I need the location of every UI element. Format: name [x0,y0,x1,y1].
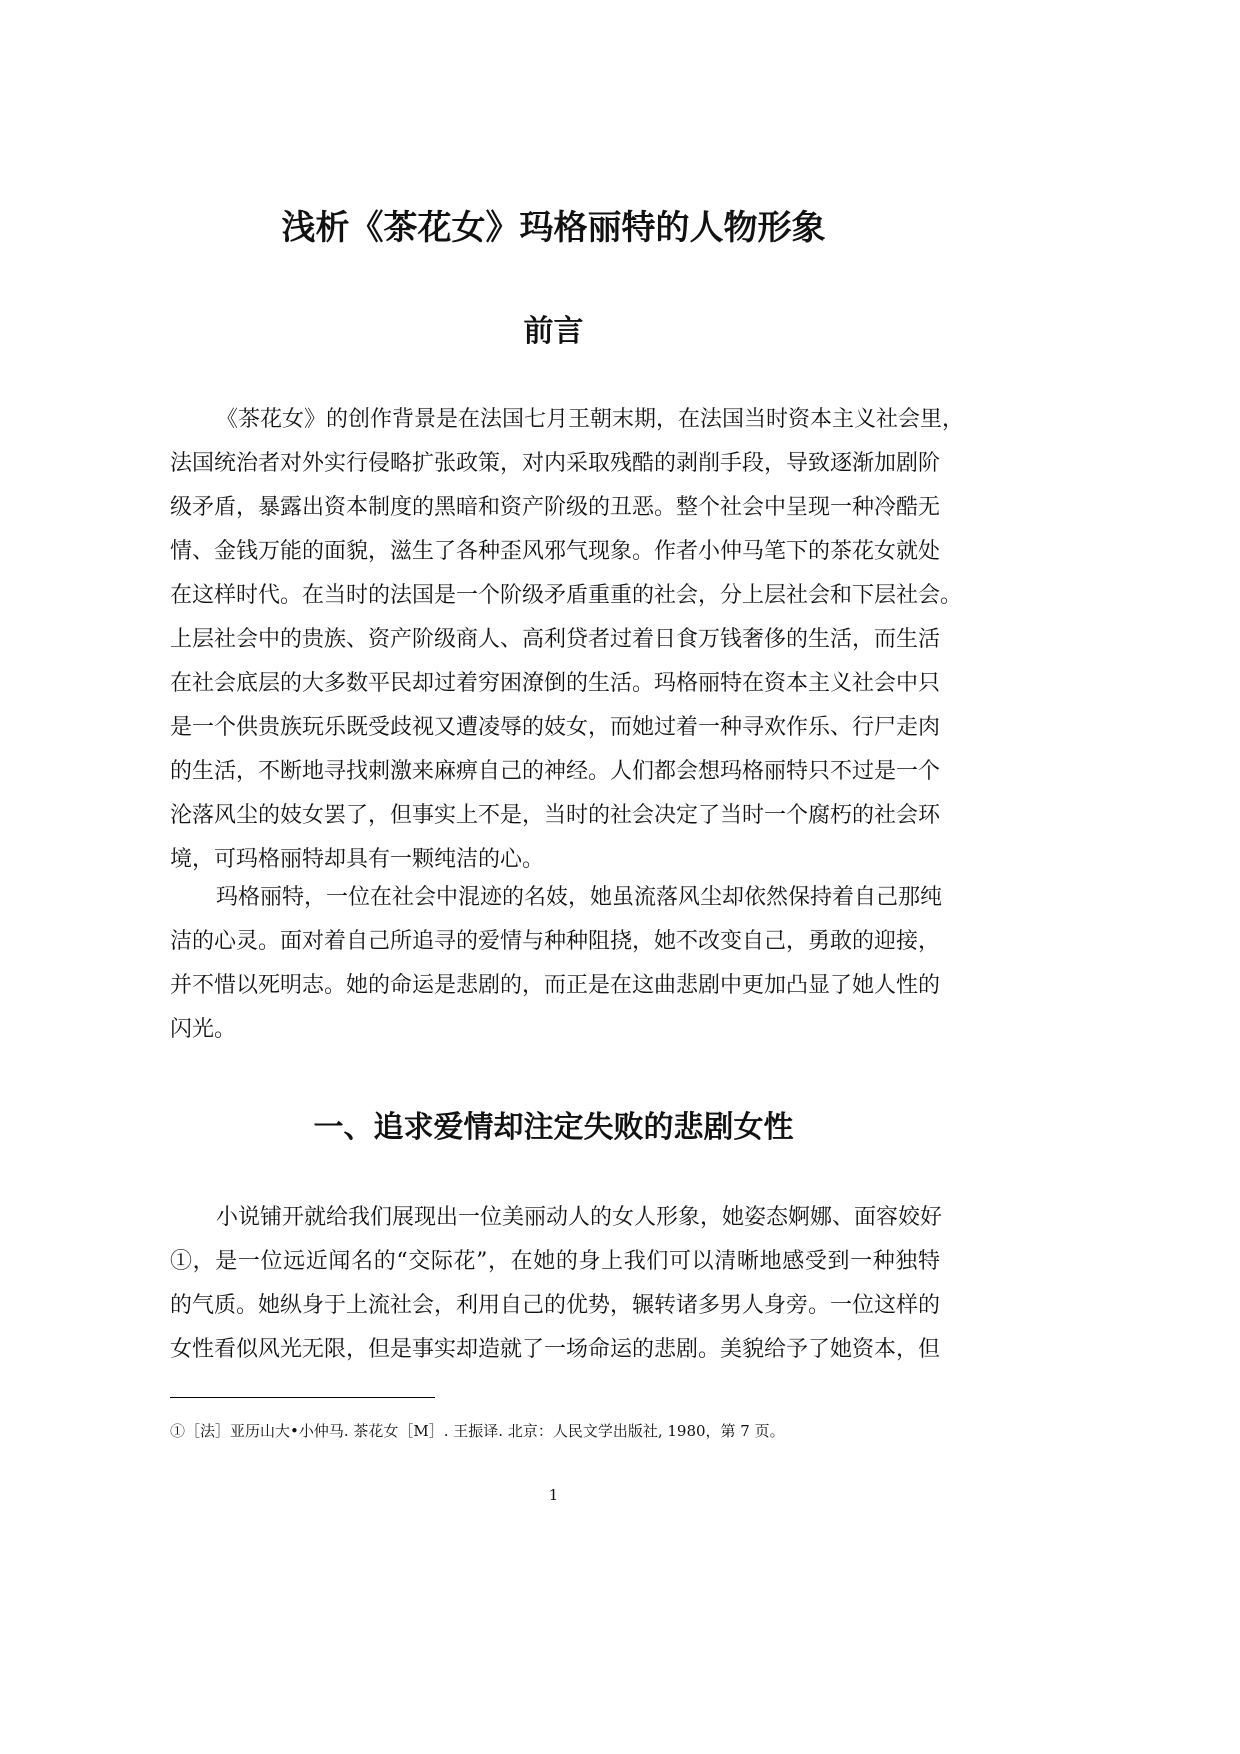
text-line: 并不惜以死明志。她的命运是悲剧的，而正是在这曲悲剧中更加凸显了她人性的 [170,973,941,998]
text-line: 《茶花女》的创作背景是在法国七月王朝末期，在法国当时资本主义社会里， [216,407,965,432]
footnote: ①［法］亚历山大•小仲马. 茶花女［M］. 王振译. 北京：人民文学出版社, 1980，第 7 页。 [170,1422,785,1440]
section-1-heading: 一、追求爱情却注定失败的悲剧女性 [313,1110,794,1145]
text-line: 情、金钱万能的面貌，滋生了各种歪风邪气现象。作者小仲马笔下的茶花女就处 [170,539,941,564]
text-line: 女性看似风光无限，但是事实却造就了一场命运的悲剧。美貌给予了她资本，但 [170,1337,941,1362]
preface-paragraph-2 [170,876,943,1052]
text-line: 法国统治者对外实行侵略扩张政策，对内采取残酷的剥削手段，导致逐渐加剧阶 [170,451,941,476]
text-line: 级矛盾，暴露出资本制度的黑暗和资产阶级的丑恶。整个社会中呈现一种冷酷无 [170,495,941,520]
text-line: ①，是一位远近闻名的“交际花”，在她的身上我们可以清晰地感受到一种独特 [170,1249,940,1274]
text-line: 小说铺开就给我们展现出一位美丽动人的女人形象，她姿态婀娜、面容姣好 [216,1205,943,1230]
preface-heading: 前言 [523,314,584,349]
text-line: 洁的心灵。面对着自己所追寻的爱情与种种阻挠，她不改变自己，勇敢的迎接， [170,929,941,954]
text-line: 沦落风尘的妓女罢了，但事实上不是，当时的社会决定了当时一个腐朽的社会环 [170,803,941,828]
text-line: 闪光。 [170,1017,237,1042]
text-line: 是一个供贵族玩乐既受歧视又遭凌辱的妓女，而她过着一种寻欢作乐、行尸走肉 [170,715,941,740]
text-line: 上层社会中的贵族、资产阶级商人、高利贷者过着日食万钱奢侈的生活，而生活 [170,627,941,652]
document-title: 浅析《茶花女》玛格丽特的人物形象 [281,208,826,248]
text-line: 境，可玛格丽特却具有一颗纯洁的心。 [170,847,545,872]
footnote-divider [170,1397,435,1398]
text-line: 在社会底层的大多数平民却过着穷困潦倒的生活。玛格丽特在资本主义社会中只 [170,671,941,696]
text-line: 玛格丽特，一位在社会中混迹的名妓，她虽流落风尘却依然保持着自己那纯 [216,885,943,910]
text-line: 在这样时代。在当时的法国是一个阶级矛盾重重的社会，分上层社会和下层社会。 [170,583,963,608]
preface-paragraph-1 [170,398,965,882]
section-1-paragraph-1 [170,1196,943,1372]
text-line: 的生活，不断地寻找刺激来麻痹自己的神经。人们都会想玛格丽特只不过是一个 [170,759,941,784]
text-line: 的气质。她纵身于上流社会，利用自己的优势，辗转诸多男人身旁。一位这样的 [170,1293,941,1318]
page-number: 1 [548,1486,559,1504]
